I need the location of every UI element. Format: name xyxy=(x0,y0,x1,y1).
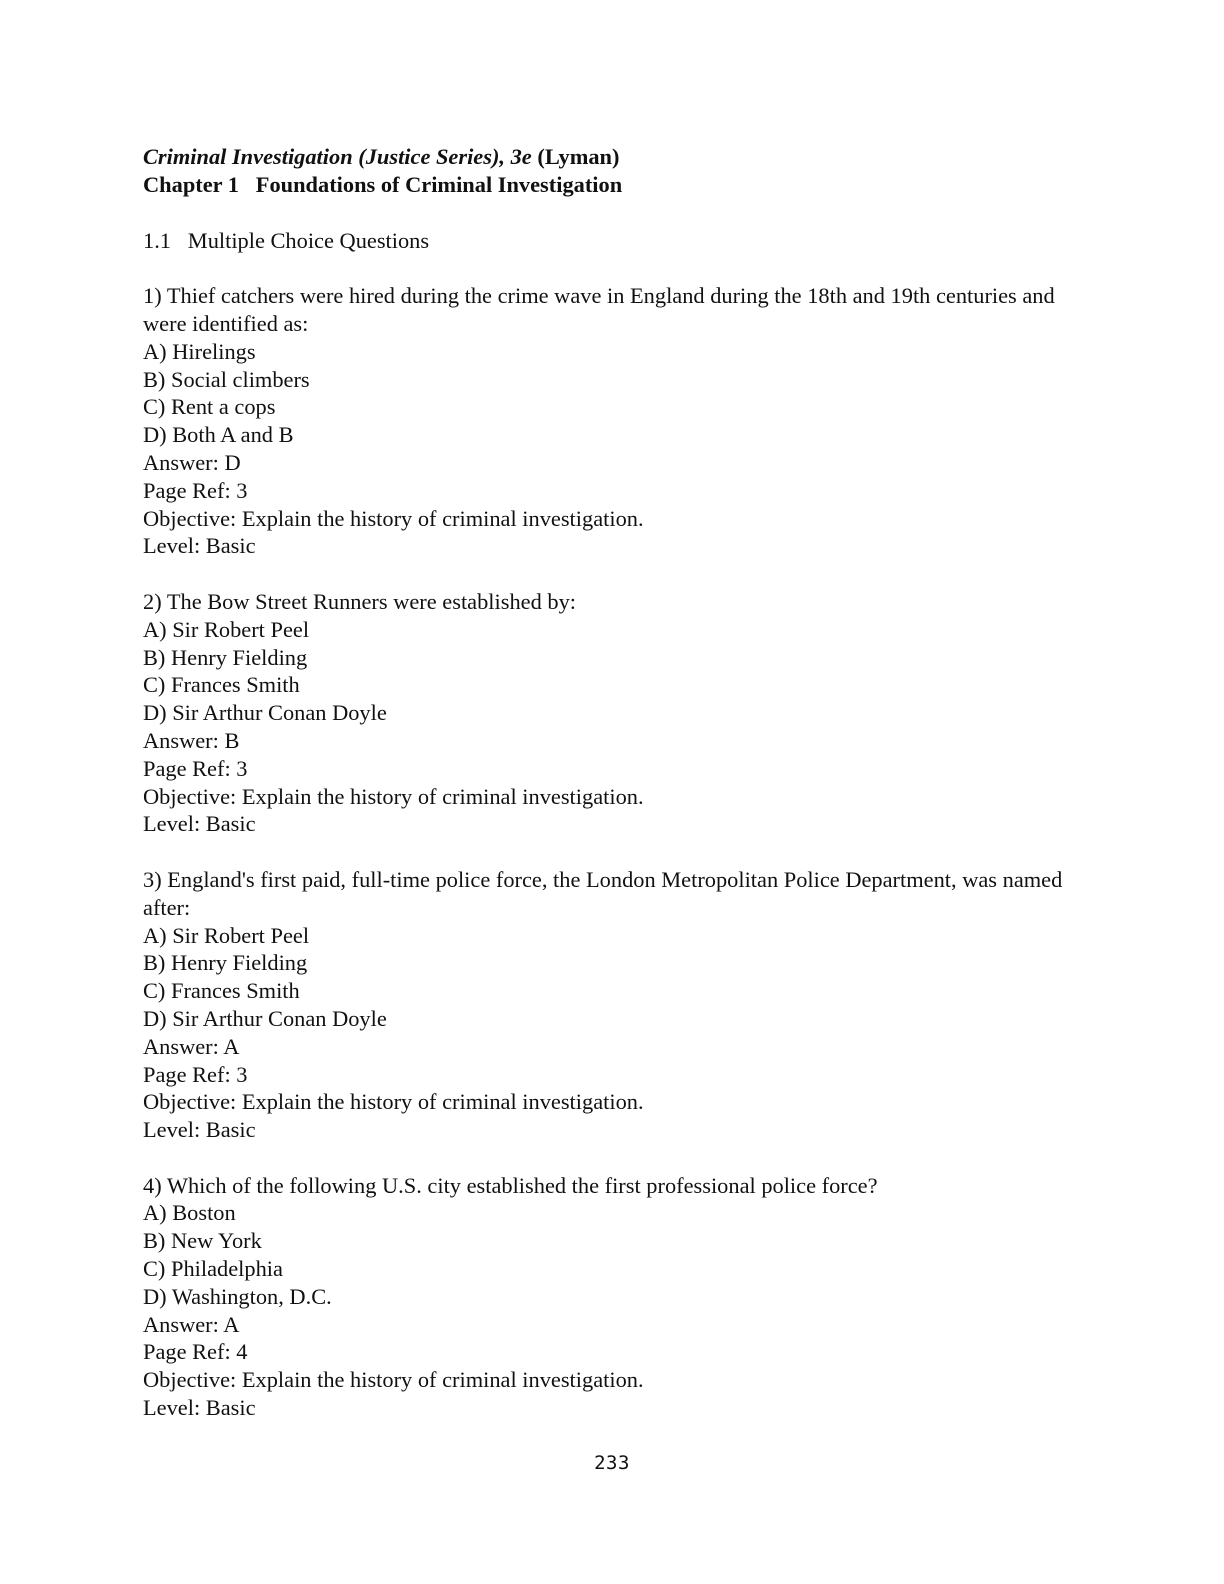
question-stem: 4) Which of the following U.S. city established the first professional police force? xyxy=(143,1172,878,1198)
document-body xyxy=(143,143,1083,1422)
question-stem: 3) England's first paid, full-time police force, the London Metropolitan Police Department, was named after: xyxy=(143,866,1063,920)
option-a: A) Sir Robert Peel xyxy=(143,616,310,642)
page-ref: Page Ref: 4 xyxy=(143,1339,248,1365)
option-d: D) Sir Arthur Conan Doyle xyxy=(143,700,387,726)
level: Level: Basic xyxy=(143,1117,256,1143)
option-c: C) Philadelphia xyxy=(143,1256,283,1282)
answer: Answer: D xyxy=(143,449,241,475)
question-2 xyxy=(143,588,1083,838)
option-a: A) Hirelings xyxy=(143,338,256,364)
answer: Answer: A xyxy=(143,1033,240,1059)
page-number: 233 xyxy=(594,1452,630,1474)
option-b: B) Social climbers xyxy=(143,366,310,392)
option-b: B) New York xyxy=(143,1228,262,1254)
answer: Answer: A xyxy=(143,1311,240,1337)
objective: Objective: Explain the history of criminal investigation. xyxy=(143,1089,644,1115)
objective: Objective: Explain the history of criminal investigation. xyxy=(143,505,644,531)
page-ref: Page Ref: 3 xyxy=(143,477,248,503)
page-ref: Page Ref: 3 xyxy=(143,1061,248,1087)
objective: Objective: Explain the history of criminal investigation. xyxy=(143,1367,644,1393)
option-a: A) Sir Robert Peel xyxy=(143,922,310,948)
book-title-italic: Criminal Investigation (Justice Series), 3e xyxy=(143,144,532,169)
page-ref: Page Ref: 3 xyxy=(143,755,248,781)
level: Level: Basic xyxy=(143,1395,256,1421)
book-author: (Lyman) xyxy=(537,144,620,169)
book-title xyxy=(143,143,1083,171)
option-a: A) Boston xyxy=(143,1200,236,1226)
level: Level: Basic xyxy=(143,811,256,837)
option-d: D) Both A and B xyxy=(143,422,294,448)
section-heading: 1.1 Multiple Choice Questions xyxy=(143,227,430,253)
option-d: D) Washington, D.C. xyxy=(143,1283,332,1309)
question-4 xyxy=(143,1172,1083,1422)
question-3 xyxy=(143,866,1083,1144)
question-stem: 2) The Bow Street Runners were established by: xyxy=(143,588,576,614)
level: Level: Basic xyxy=(143,533,256,559)
answer: Answer: B xyxy=(143,727,240,753)
option-c: C) Rent a cops xyxy=(143,394,276,420)
option-b: B) Henry Fielding xyxy=(143,644,308,670)
option-d: D) Sir Arthur Conan Doyle xyxy=(143,1005,387,1031)
chapter-heading: Chapter 1 Foundations of Criminal Investigation xyxy=(143,171,623,197)
option-b: B) Henry Fielding xyxy=(143,950,308,976)
option-c: C) Frances Smith xyxy=(143,978,300,1004)
question-stem: 1) Thief catchers were hired during the crime wave in England during the 18th and 19th centuries and were identified as: xyxy=(143,283,1055,336)
objective: Objective: Explain the history of criminal investigation. xyxy=(143,783,644,809)
question-1 xyxy=(143,282,1083,560)
option-c: C) Frances Smith xyxy=(143,672,300,698)
